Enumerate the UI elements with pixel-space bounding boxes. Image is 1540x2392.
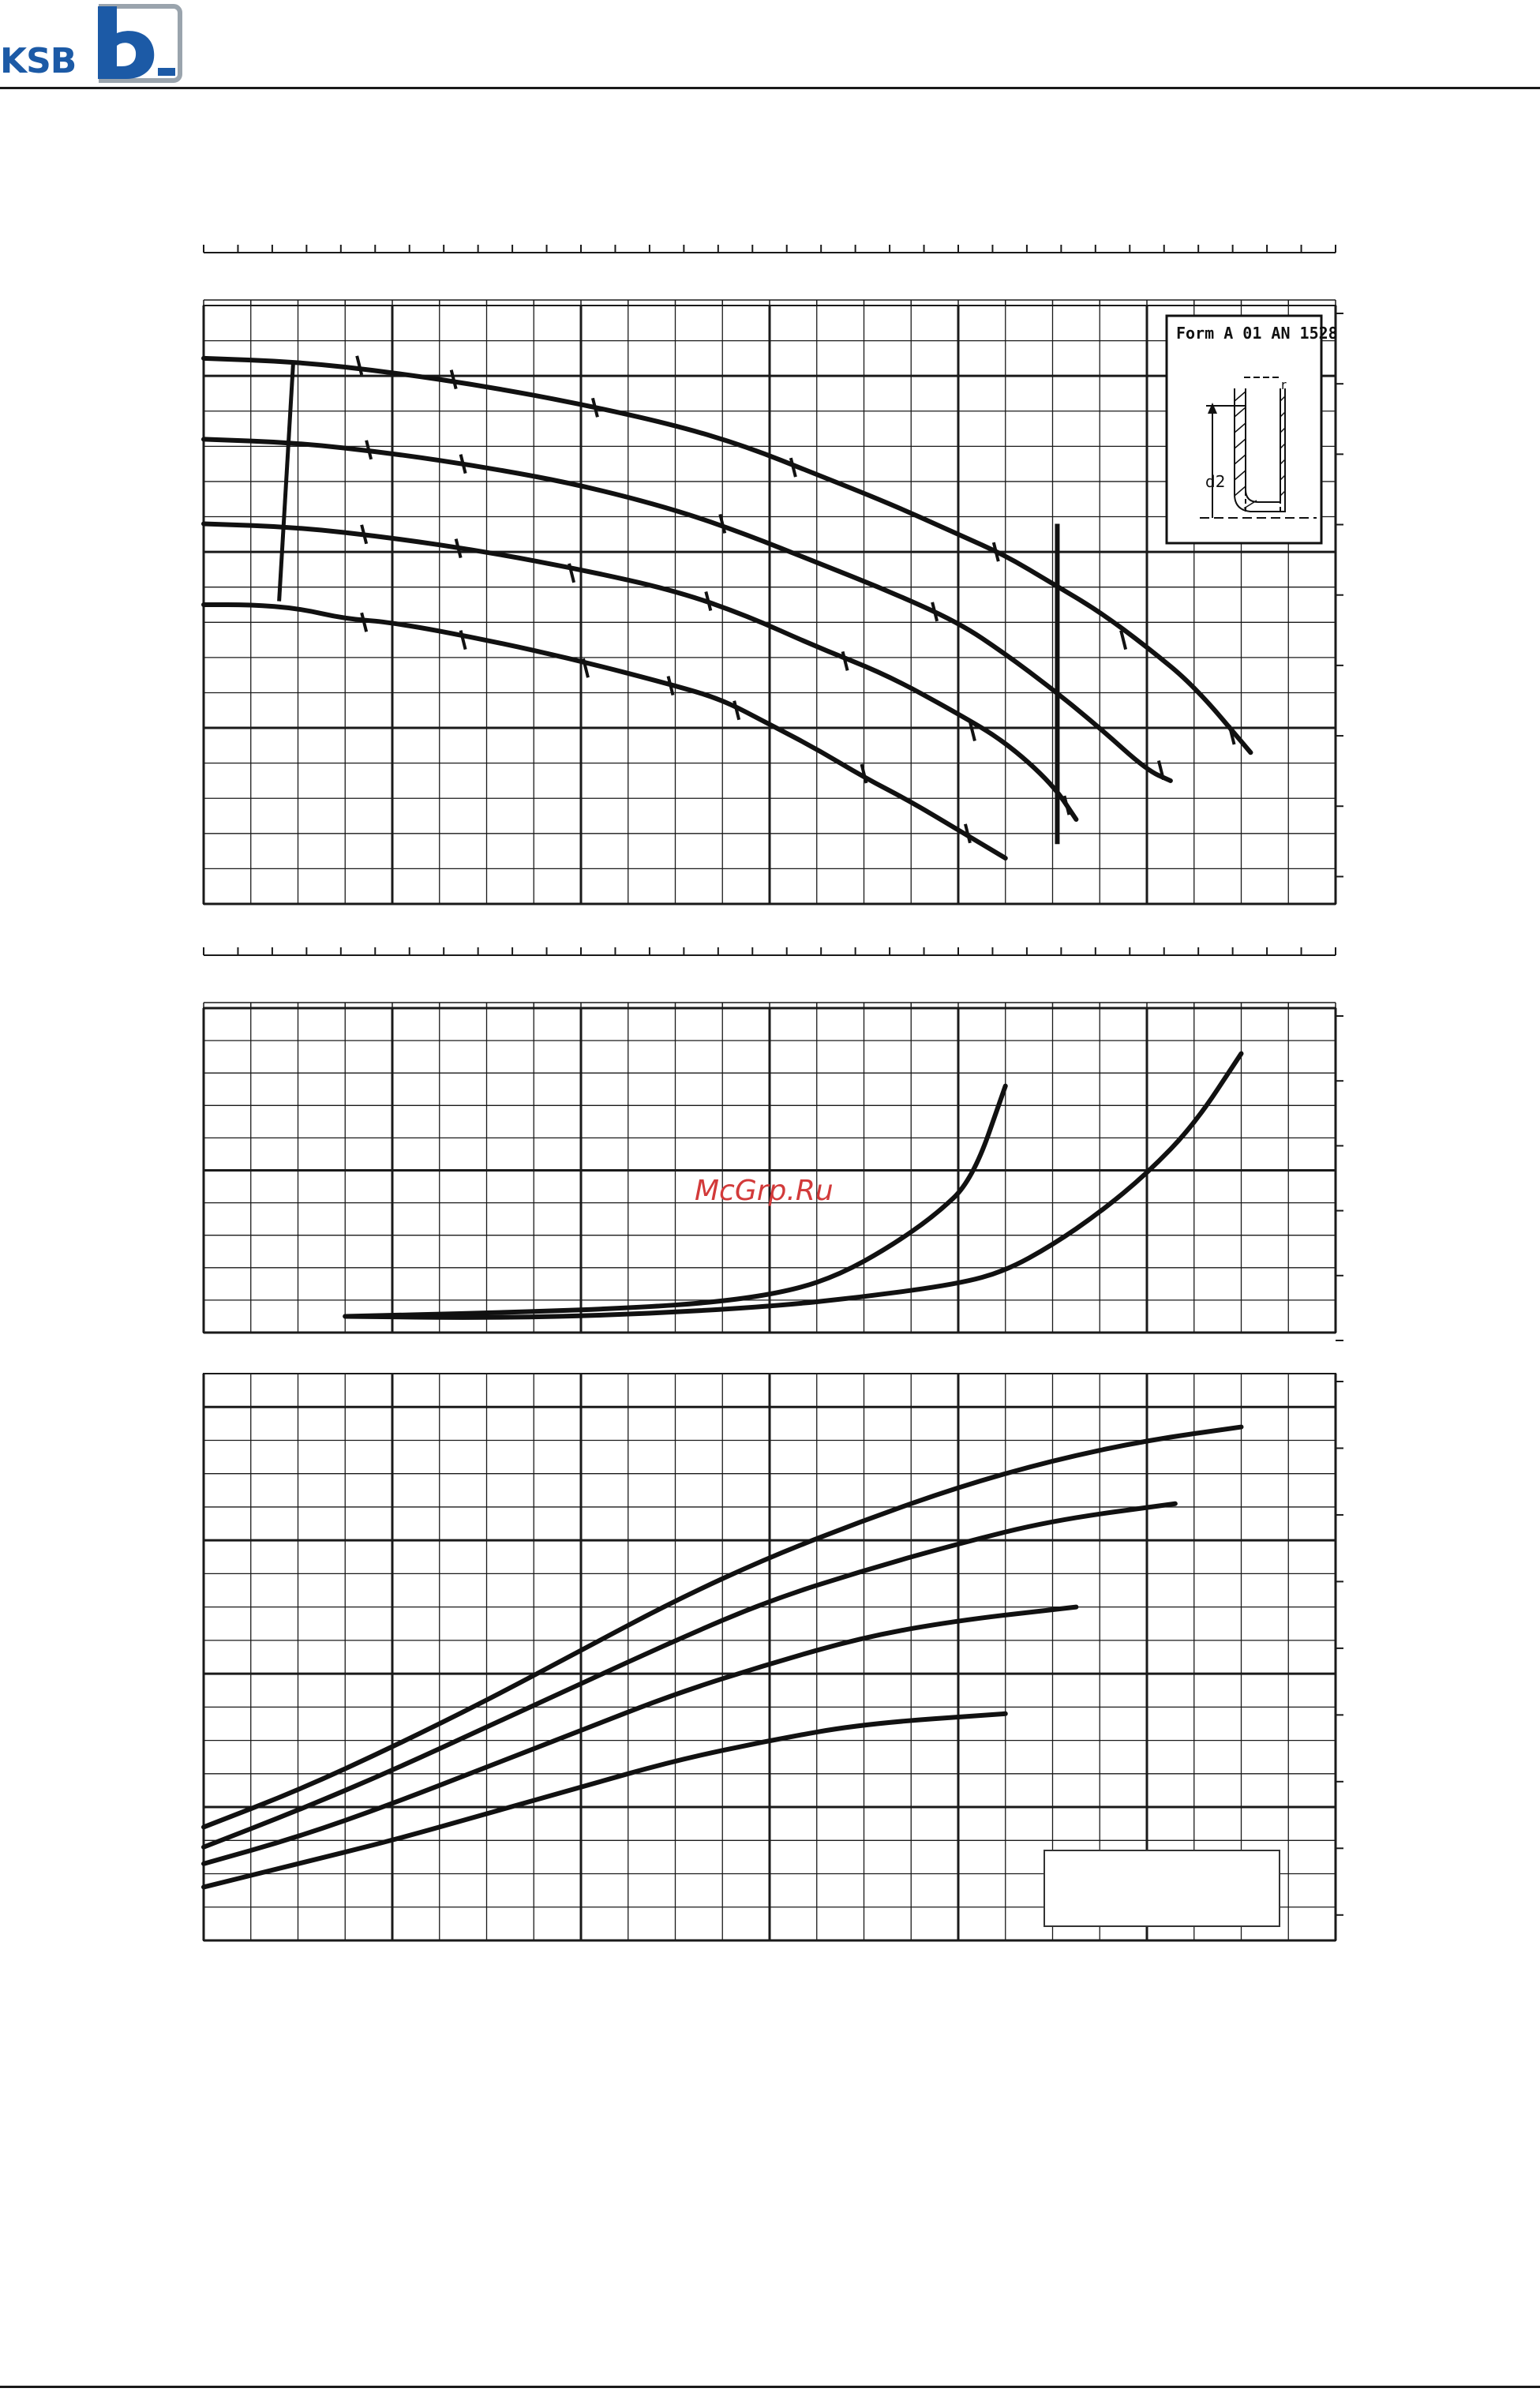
footer-rule (0, 2386, 1540, 2388)
series-line-head-4 (204, 605, 1006, 858)
watermark: McGrp.Ru (695, 1175, 834, 1207)
panel-npsh (204, 947, 1343, 1340)
pipe-detail-d2-label: d2 (1205, 472, 1226, 491)
series-line-power-2 (204, 1504, 1175, 1847)
series-line-power-3 (204, 1607, 1076, 1864)
curve-marker (357, 356, 362, 375)
legend-box (1044, 1850, 1280, 1927)
pipe-detail-drawing (1165, 314, 1323, 545)
ksb-logo-text: KSB (0, 41, 77, 81)
series-line-head-1 (204, 358, 1250, 752)
pipe-detail-r-label: r (1281, 377, 1287, 392)
series-line-head-2 (204, 439, 1171, 781)
pipe-detail-title: Form A 01 AN 1528 (1176, 324, 1338, 343)
series-line-head-3 (204, 523, 1076, 819)
